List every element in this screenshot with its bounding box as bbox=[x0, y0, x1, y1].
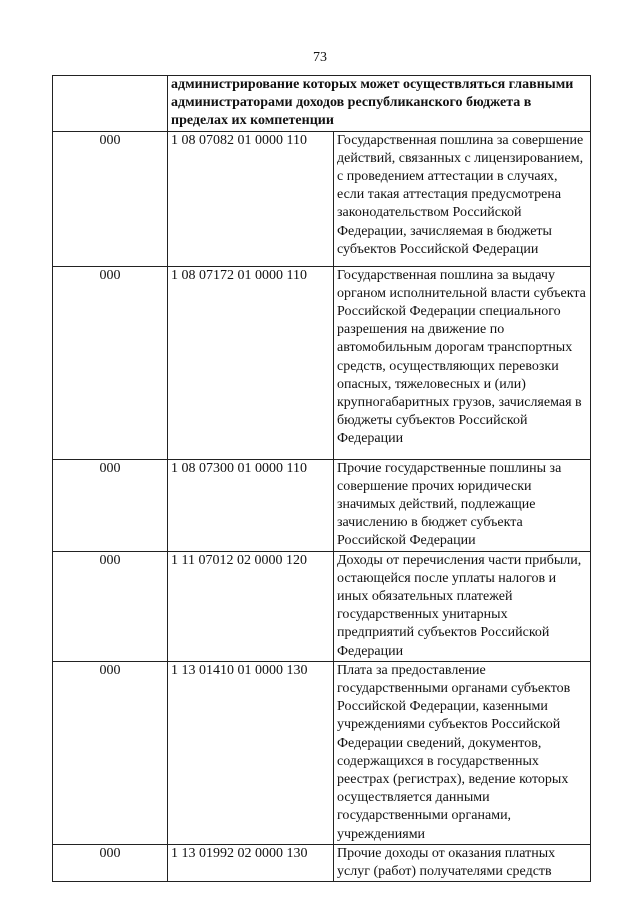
admin-code-cell: 000 bbox=[53, 131, 168, 266]
kbk-code-cell: 1 08 07300 01 0000 110 bbox=[168, 459, 334, 551]
revenue-name-cell: Прочие государственные пошлины за совершение прочих юридически значимых действий, подлежащие зачислению в бюджет субъекта Российской Федерации bbox=[334, 459, 591, 551]
kbk-code-cell: 1 08 07082 01 0000 110 bbox=[168, 131, 334, 266]
kbk-code-cell: 1 11 07012 02 0000 120 bbox=[168, 551, 334, 661]
admin-code-cell: 000 bbox=[53, 551, 168, 661]
table-row-continuation bbox=[53, 76, 591, 132]
kbk-code-cell: 1 13 01410 01 0000 130 bbox=[168, 661, 334, 844]
empty-cell bbox=[53, 76, 168, 132]
revenue-name-cell: Доходы от перечисления части прибыли, остающейся после уплаты налогов и иных обязательных платежей государственных унитарных предприятий субъектов Российской Федерации bbox=[334, 551, 591, 661]
table-row bbox=[53, 266, 591, 459]
admin-code-cell: 000 bbox=[53, 844, 168, 881]
table-row bbox=[53, 844, 591, 881]
page-number: 73 bbox=[313, 50, 327, 65]
table-row bbox=[53, 551, 591, 661]
table-row bbox=[53, 459, 591, 551]
continuation-header: администрирование которых может осуществляться главными администраторами доходов республиканского бюджета в пределах их компетенции bbox=[168, 76, 591, 132]
revenue-name-cell: Государственная пошлина за выдачу органом исполнительной власти субъекта Российской Федерации специального разрешения на движение по автомобильным дорогам транспортных средств, осуществляющих перевозки опасных, тяжеловесных и (или) крупногабаритных грузов, зачисляемая в бюджеты субъектов Российской Федерации bbox=[334, 266, 591, 459]
table-row bbox=[53, 131, 591, 266]
revenue-name-cell: Плата за предоставление государственными органами субъектов Российской Федерации, казенными учреждениями субъектов Российской Федерации сведений, документов, содержащихся в государственных реестрах (регистрах), ведение которых осуществляется данными государственными органами, учреждениями bbox=[334, 661, 591, 844]
revenue-name-cell: Прочие доходы от оказания платных услуг (работ) получателями средств bbox=[334, 844, 591, 881]
admin-code-cell: 000 bbox=[53, 459, 168, 551]
admin-code-cell: 000 bbox=[53, 266, 168, 459]
table-row bbox=[53, 661, 591, 844]
revenue-codes-table bbox=[52, 75, 591, 882]
revenue-name-cell: Государственная пошлина за совершение действий, связанных с лицензированием, с проведением аттестации в случаях, если такая аттестация предусмотрена законодательством Российской Федерации, зачисляемая в бюджеты субъектов Российской Федерации bbox=[334, 131, 591, 266]
admin-code-cell: 000 bbox=[53, 661, 168, 844]
kbk-code-cell: 1 08 07172 01 0000 110 bbox=[168, 266, 334, 459]
kbk-code-cell: 1 13 01992 02 0000 130 bbox=[168, 844, 334, 881]
